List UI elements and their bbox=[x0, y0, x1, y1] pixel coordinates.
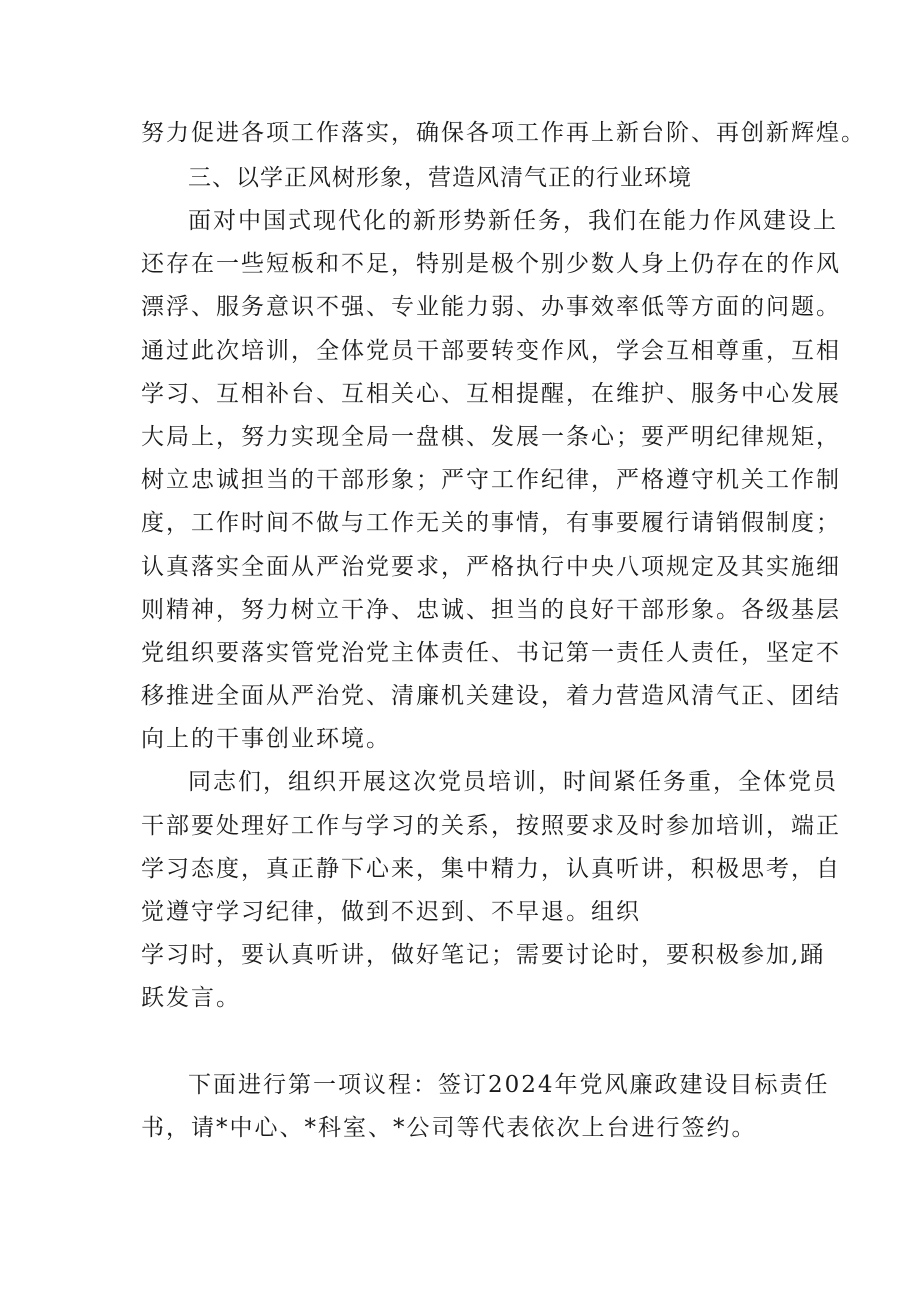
paragraph-line: 学习态度，真正静下心来，集中精力，认真听讲，积极思考，自 bbox=[141, 856, 841, 882]
paragraph-line: 学习、互相补台、互相关心、互相提醒，在维护、服务中心发展 bbox=[141, 381, 841, 407]
paragraph-line: 漂浮、服务意识不强、专业能力弱、办事效率低等方面的问题。 bbox=[141, 294, 841, 320]
paragraph-line: 下面进行第一项议程：签订2024年党风廉政建设目标责任 bbox=[188, 1072, 830, 1098]
paragraph-line: 干部要处理好工作与学习的关系，按照要求及时参加培训，端正 bbox=[141, 813, 841, 839]
paragraph-line: 同志们，组织开展这次党员培训，时间紧任务重，全体党员 bbox=[188, 769, 838, 795]
paragraph-line: 学习时，要认真听讲，做好笔记；需要讨论时，要积极参加,踊 bbox=[141, 942, 826, 968]
paragraph-line: 跃发言。 bbox=[141, 985, 241, 1011]
paragraph-line: 大局上，努力实现全局一盘棋、发展一条心；要严明纪律规矩， bbox=[141, 424, 841, 450]
paragraph-line: 努力促进各项工作落实，确保各项工作再上新台阶、再创新辉煌。 bbox=[141, 120, 866, 146]
paragraph-line: 向上的干事创业环境。 bbox=[141, 726, 391, 752]
paragraph-line: 面对中国式现代化的新形势新任务，我们在能力作风建设上 bbox=[188, 208, 838, 234]
section-heading: 三、以学正风树形象，营造风清气正的行业环境 bbox=[188, 165, 692, 191]
paragraph-line: 书，请*中心、*科室、*公司等代表依次上台进行签约。 bbox=[141, 1115, 757, 1141]
paragraph-line: 认真落实全面从严治党要求，严格执行中央八项规定及其实施细 bbox=[141, 554, 841, 580]
paragraph-line: 度，工作时间不做与工作无关的事情，有事要履行请销假制度； bbox=[141, 510, 841, 536]
paragraph-line: 党组织要落实管党治党主体责任、书记第一责任人责任，坚定不 bbox=[141, 640, 841, 666]
paragraph-line: 树立忠诚担当的干部形象；严守工作纪律，严格遵守机关工作制 bbox=[141, 467, 841, 493]
paragraph-line: 通过此次培训，全体党员干部要转变作风，学会互相尊重，互相 bbox=[141, 338, 841, 364]
paragraph-line: 则精神，努力树立干净、忠诚、担当的良好干部形象。各级基层 bbox=[141, 597, 841, 623]
paragraph-line: 还存在一些短板和不足，特别是极个别少数人身上仍存在的作风 bbox=[141, 251, 841, 277]
paragraph-line: 移推进全面从严治党、清廉机关建设，着力营造风清气正、团结 bbox=[141, 683, 841, 709]
paragraph-line: 觉遵守学习纪律，做到不迟到、不早退。组织 bbox=[141, 899, 641, 925]
